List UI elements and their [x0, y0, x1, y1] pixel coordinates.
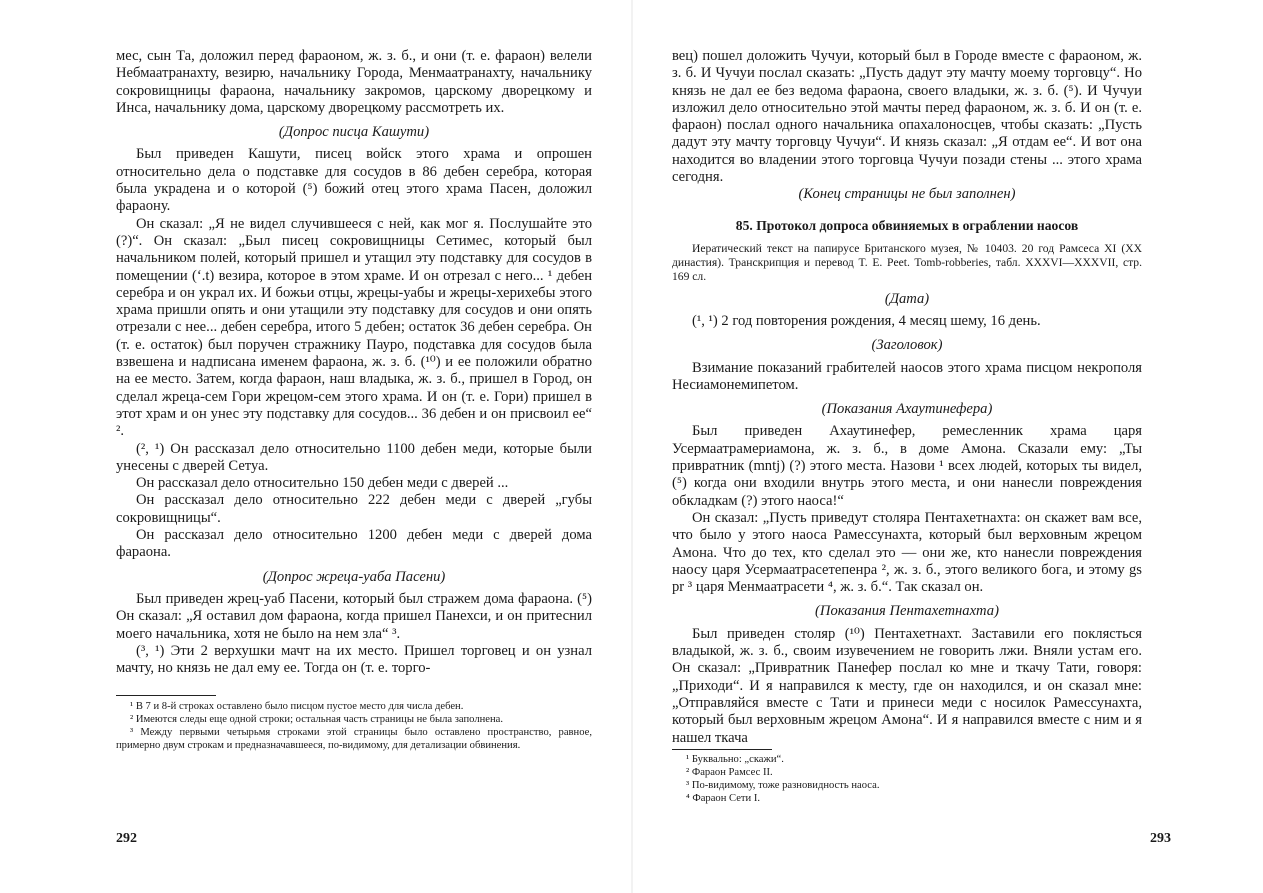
- footnote: ² Фараон Рамсес II.: [686, 766, 773, 778]
- footnote-divider: [116, 695, 216, 696]
- paragraph: (¹, ¹) 2 год повторения рождения, 4 месяц шему, 16 день.: [692, 312, 1041, 329]
- paragraph: (², ¹) Он рассказал дело относительно 1100 дебен меди, которые были унесены с дверей Сетуа.: [116, 440, 592, 474]
- source-note: Иератический текст на папирусе Британского музея, № 10403. 20 год Рамсеса XI (XX династия). Транскрипция и перевод T. E. Peet. Tomb-robberies, табл. XXXVI—XXXVII, стр. 169 сл.: [672, 241, 1142, 283]
- paragraph: мес, сын Та, доложил перед фараоном, ж. з. б., и они (т. е. фараон) велели Небмаатранахту, везирю, начальнику Города, Менмаатранахту, начальнику сокровищницы фараона, начальнику закромов, царскому дворецкому и Инса, начальнику дома, царскому дворецкому рассмотреть их.: [116, 48, 592, 116]
- page-number: 292: [116, 831, 137, 846]
- section-heading: (Показания Пентахетнахта): [815, 603, 999, 620]
- section-heading: (Допрос писца Кашути): [278, 124, 430, 141]
- section-heading: (Конец страницы не был заполнен): [798, 186, 1016, 203]
- document-title: 85. Протокол допроса обвиняемых в ограблении наосов: [735, 217, 1079, 233]
- section-heading: (Заголовок): [871, 337, 943, 354]
- paragraph: Был приведен Ахаутинефер, ремесленник храма царя Усермаатрамериамона, ж. з. б., в доме Амона. Сказали ему: „Ты привратник (mntj) (?) этого места. Назови ¹ всех людей, которых ты видел, (⁵) когда они входили внутрь этого места, и они нанесли повреждения обкладкам (?) этого наоса!“: [672, 423, 1142, 509]
- paragraph: Был приведен Кашути, писец войск этого храма и опрошен относительно дела о подставке для сосудов в 86 дебен серебра, которая была украдена и о которой (⁵) божий отец этого храма Пасен, доложил фараону.: [116, 146, 592, 215]
- section-heading: (Дата): [884, 290, 930, 307]
- paragraph: Он рассказал дело относительно 1200 дебен меди с дверей дома фараона.: [116, 527, 592, 561]
- paragraph: Он рассказал дело относительно 222 дебен меди с дверей „губы сокровищницы“.: [116, 492, 592, 526]
- page-number: 293: [1150, 831, 1171, 846]
- paragraph: Он сказал: „Я не видел случившееся с ней, как мог я. Послушайте это (?)“. Он сказал: „Был писец сокровищницы Сетимес, который был начальником полей, который пришел и утащил эту подставку для сосудов в помещении (‘.t) везира, которое в этом храме. И он отрезал с него... ¹ дебен серебра и он украл их. И божьи отцы, жрецы-уабы и жрецы-херихебы этого храма пришли опять и они утащили эту подставку для сосудов и они опять отрезали с нее... дебен серебра, итого 5 дебен; остаток 36 дебен серебра. Он (т. е. остаток) был поручен стражнику Пауро, подставка для сосудов была взвешена и надписана именем фараона, ж. з. б. (¹⁰) и ее положили обратно на ее место. Затем, когда фараон, наш владыка, ж. з. б., пришел в Город, он сделал жреца-сем Гори жрецом-сем этого храма. И он (т. е. Гори) пришел в этот храм и он унес эту подставку для сосудов... 36 дебен и он присвоил ее“ ².: [116, 215, 592, 440]
- footnote: ¹ Буквально: „скажи“.: [686, 753, 784, 765]
- footnote-divider: [672, 749, 772, 750]
- section-heading: (Допрос жреца-уаба Пасени): [262, 568, 446, 585]
- footnote: ² Имеются следы еще одной строки; остальная часть страницы не была заполнена.: [130, 714, 504, 726]
- footnote: ¹ В 7 и 8-й строках оставлено было писцом пустое место для числа дебен.: [130, 701, 464, 713]
- paragraph: Он рассказал дело относительно 150 дебен меди с дверей ...: [136, 475, 509, 492]
- paragraph: Был приведен жрец-уаб Пасени, который был стражем дома фараона. (⁵) Он сказал: „Я оставил дом фараона, когда пришел Панехси, и он притеснил моего начальника, хотя не было на нем зла“ ³.: [116, 590, 592, 642]
- paragraph: Взимание показаний грабителей наосов этого храма писцом некрополя Несиамонемипетом.: [672, 359, 1142, 393]
- footnote: ³ Между первыми четырьмя строками этой страницы было оставлено пространство, равное, примерно двум строкам и предназначавшееся, по-видимому, для детализации обвинения.: [116, 727, 592, 752]
- left-page-text: [116, 48, 592, 752]
- right-page: [632, 0, 1263, 893]
- footnote: ³ По-видимому, тоже разновидность наоса.: [686, 779, 880, 791]
- footnote: ⁴ Фараон Сети I.: [686, 792, 761, 804]
- left-page: [0, 0, 631, 893]
- right-page-text: [672, 48, 1142, 805]
- section-heading: (Показания Ахаутинефера): [821, 401, 993, 418]
- paragraph: Был приведен столяр (¹⁰) Пентахетнахт. Заставили его поклясться владыкой, ж. з. б., своим изувечением не говорить лжи. Вняли устам его. Он сказал: „Привратник Панефер послал ко мне и ткачу Тати, говоря: „Приходи“. И я направился к месту, где он находился, и он сказал мне: „Отправляйся вместе с Тати и принеси меди с носилок Рамессунахта, который был верховным жрецом Амона“. И я направился вместе с ним и я нашел ткача: [672, 625, 1142, 746]
- paragraph: (³, ¹) Эти 2 верхушки мачт на их место. Пришел торговец и он узнал мачту, но князь не дал ему ее. Тогда он (т. е. торго-: [116, 642, 592, 677]
- paragraph: Он сказал: „Пусть приведут столяра Пентахетнахта: он скажет вам все, что было у этого наоса Рамессунахта, который был верховным жрецом Амона. Что до тех, кто сделал это — они же, кто нанесли повреждения наосу царя Усермаатрасетепенра ², ж. з. б., этого великого бога, и этому gs pr ³ царя Менмаатрасети ⁴, ж. з. б.“. Так сказал он.: [672, 509, 1142, 596]
- paragraph: вец) пошел доложить Чучуи, который был в Городе вместе с фараоном, ж. з. б. И Чучуи послал сказать: „Пусть дадут эту мачту моему торговцу“. Но князь не дал ее без ведома фараона, своего владыки, ж. з. б. (⁵). И Чучуи изложил дело относительно этой мачты перед фараоном, ж. з. б. И он (т. е. фараон) послал одного начальника опахалоносцев, чтобы сказать: „Пусть дадут эту мачту торговцу Чучуи“. И князь сказал: „Я отдам ее“. И вот она находится во владении этого торговца Чучуи позади стены ... этого храма сегодня.: [672, 48, 1142, 186]
